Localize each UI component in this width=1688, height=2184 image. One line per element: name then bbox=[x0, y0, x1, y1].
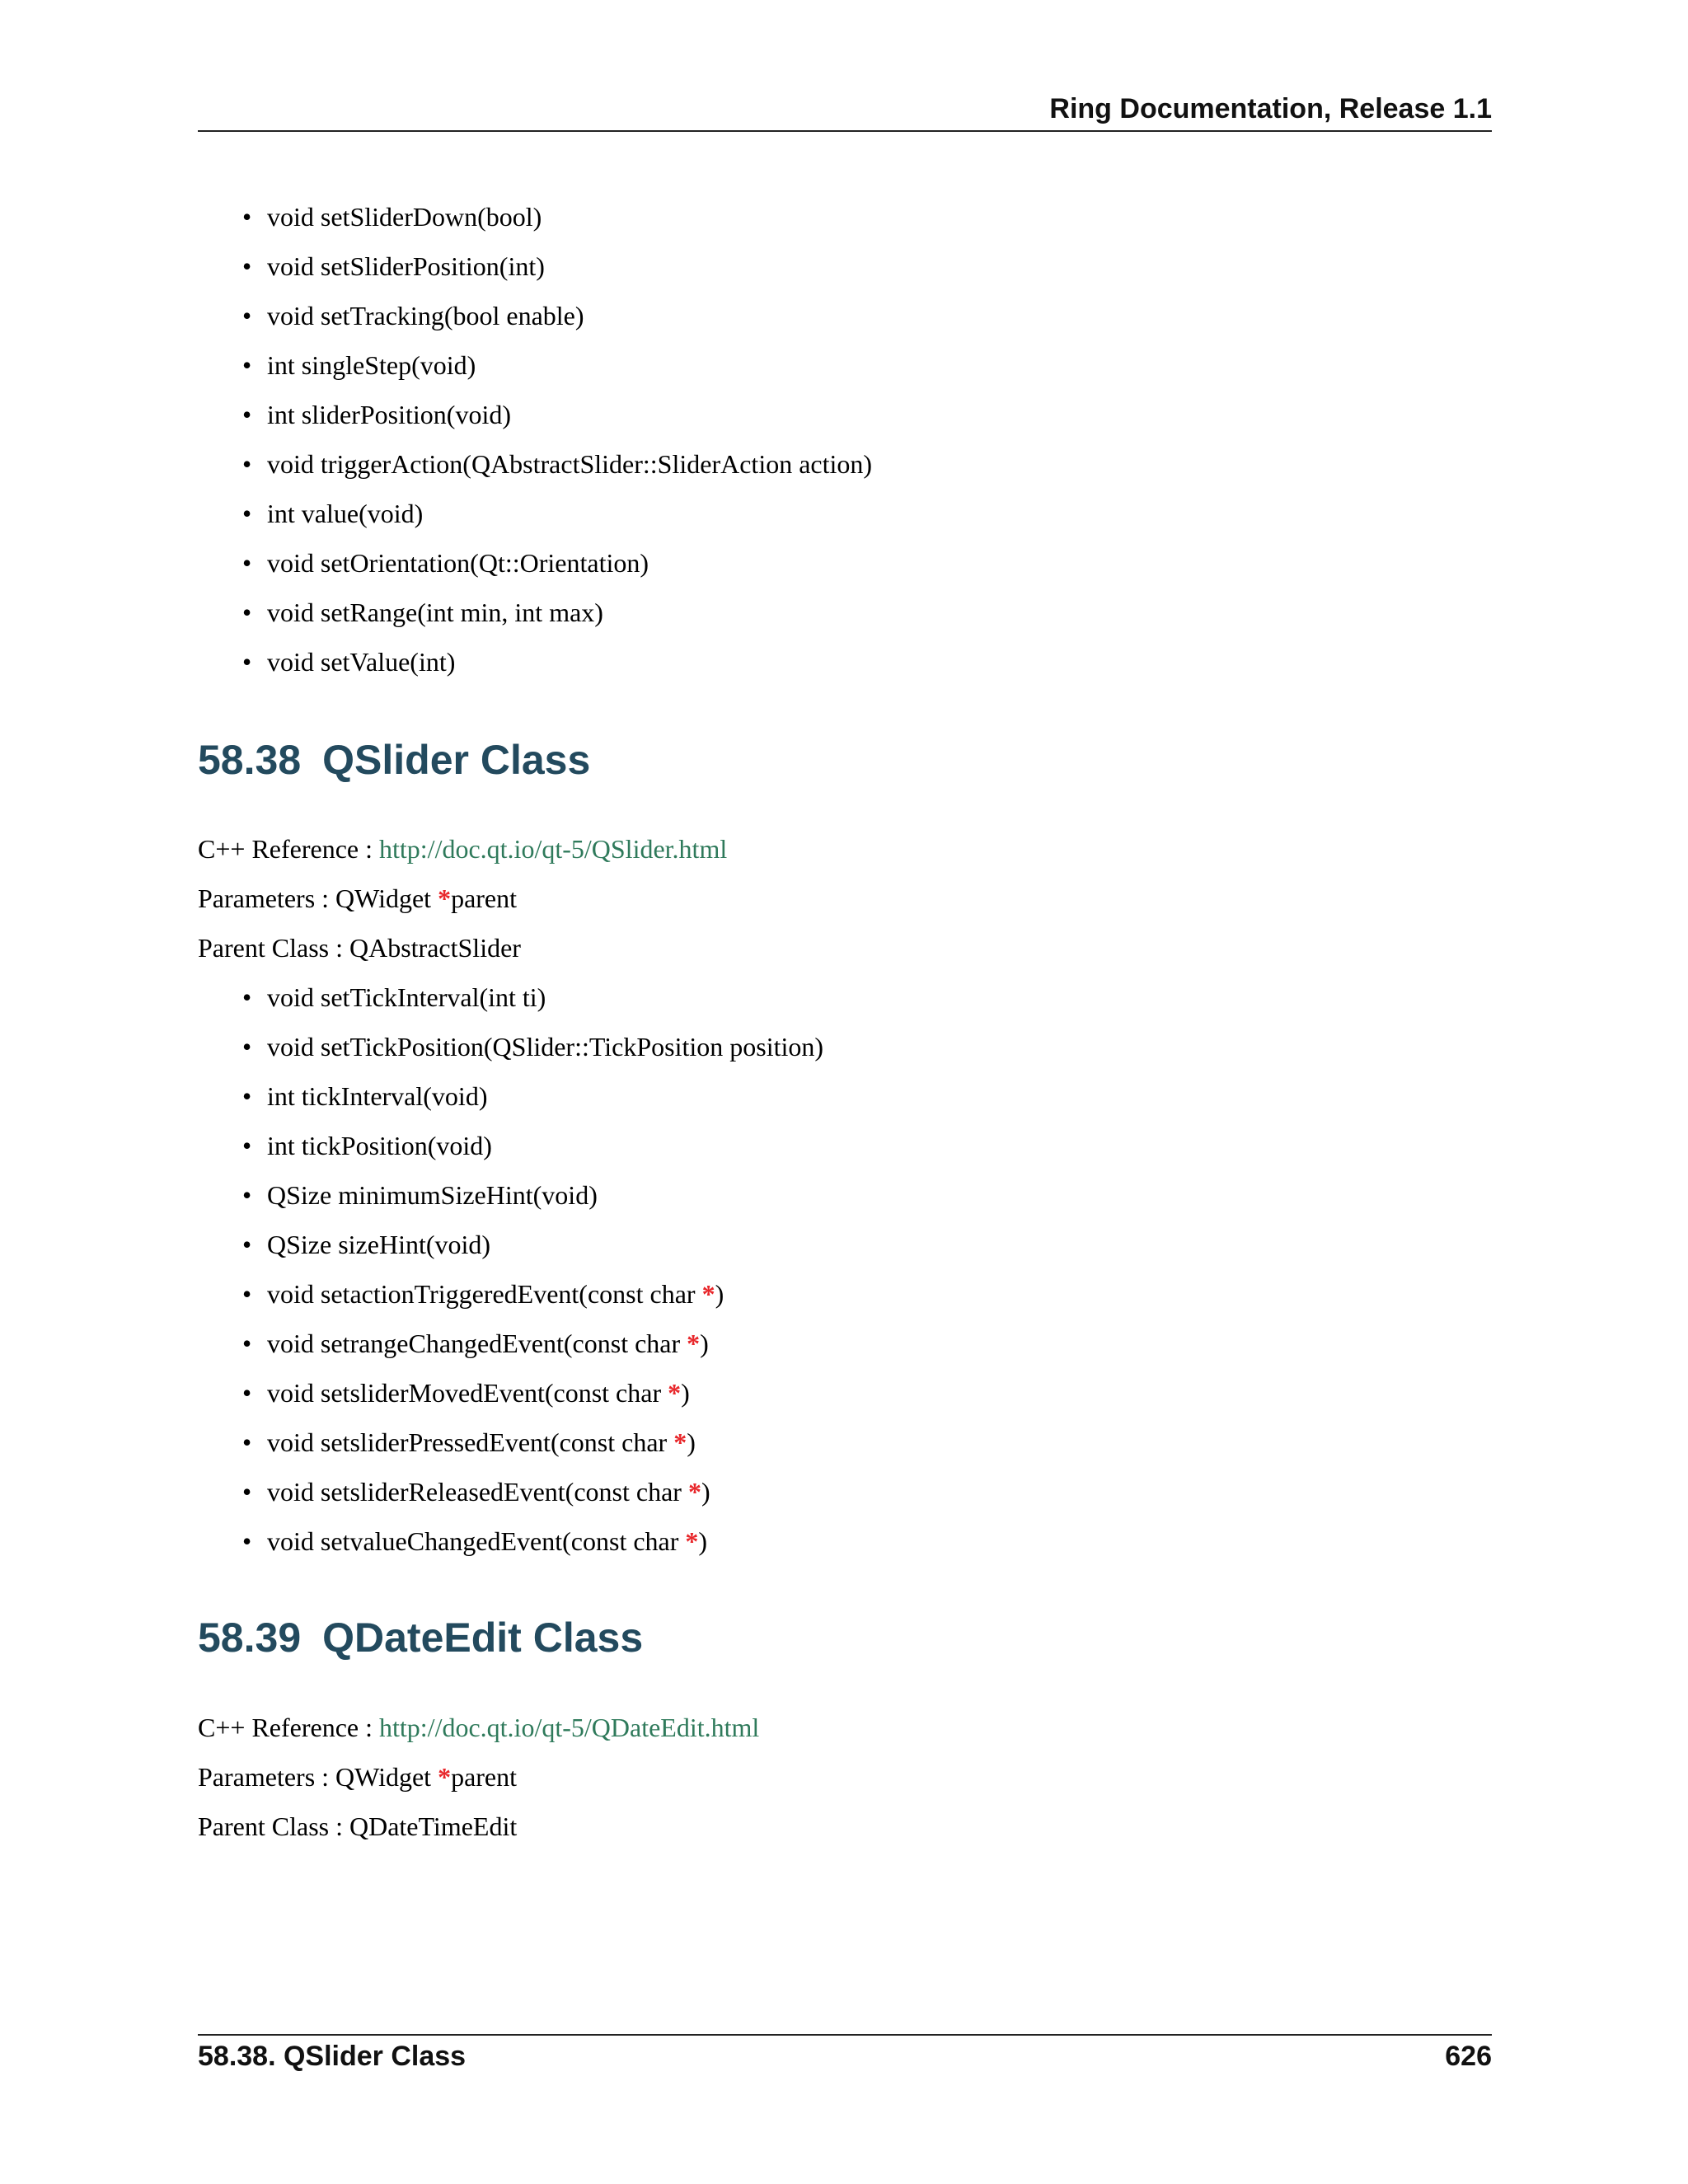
section-heading-qslider[interactable] bbox=[198, 736, 590, 784]
bullet-icon: • bbox=[242, 301, 252, 330]
section-number: 58.39 bbox=[198, 1615, 302, 1661]
list-item: • void setRange(int min, int max) bbox=[198, 588, 872, 637]
list-item: • void setOrientation(Qt::Orientation) bbox=[198, 538, 872, 588]
bullet-icon: • bbox=[242, 1526, 252, 1556]
bullet-icon: • bbox=[242, 1329, 252, 1358]
pointer-star: * bbox=[685, 1526, 699, 1556]
section-heading-qdateedit[interactable] bbox=[198, 1614, 643, 1661]
list-item: • int tickInterval(void) bbox=[198, 1071, 823, 1121]
list-item: • int value(void) bbox=[198, 489, 872, 538]
bullet-icon: • bbox=[242, 647, 252, 677]
bullet-icon: • bbox=[242, 598, 252, 627]
pointer-star: * bbox=[668, 1378, 682, 1408]
parent-class-line: Parent Class : QDateTimeEdit bbox=[198, 1811, 518, 1841]
bullet-icon: • bbox=[242, 548, 252, 578]
bullet-icon: • bbox=[242, 350, 252, 380]
method-list-qabstractslider bbox=[198, 192, 872, 687]
bullet-icon: • bbox=[242, 1230, 252, 1259]
footer-section-title: 58.38. QSlider Class bbox=[198, 2041, 467, 2072]
list-item: • void setsliderPressedEvent(const char *) bbox=[198, 1418, 823, 1467]
list-item: • QSize minimumSizeHint(void) bbox=[198, 1170, 823, 1220]
bullet-icon: • bbox=[242, 1131, 252, 1160]
section-title: QSlider Class bbox=[322, 737, 591, 783]
list-item: • void setTracking(bool enable) bbox=[198, 291, 872, 340]
list-item: • void setSliderDown(bool) bbox=[198, 192, 872, 241]
pointer-star: * bbox=[438, 1762, 452, 1792]
document-title: Ring Documentation, Release 1.1 bbox=[1049, 93, 1492, 124]
list-item: • void setsliderReleasedEvent(const char *) bbox=[198, 1467, 823, 1516]
pointer-star: * bbox=[673, 1427, 687, 1457]
bullet-icon: • bbox=[242, 1279, 252, 1309]
bullet-icon: • bbox=[242, 400, 252, 429]
pointer-star: * bbox=[701, 1279, 715, 1309]
list-item: • int sliderPosition(void) bbox=[198, 390, 872, 439]
bullet-icon: • bbox=[242, 982, 252, 1012]
list-item: • void setsliderMovedEvent(const char *) bbox=[198, 1368, 823, 1418]
cpp-reference-link[interactable]: http://doc.qt.io/qt-5/QDateEdit.html bbox=[379, 1713, 760, 1742]
bullet-icon: • bbox=[242, 1032, 252, 1062]
section-number: 58.38 bbox=[198, 737, 302, 783]
bullet-icon: • bbox=[242, 202, 252, 232]
method-list-qslider bbox=[198, 972, 823, 1566]
pointer-star: * bbox=[687, 1477, 701, 1507]
cpp-reference-line: C++ Reference : http://doc.qt.io/qt-5/QDateEdit.html bbox=[198, 1713, 760, 1742]
bullet-icon: • bbox=[242, 1081, 252, 1111]
cpp-reference-link[interactable]: http://doc.qt.io/qt-5/QSlider.html bbox=[379, 834, 728, 864]
bullet-icon: • bbox=[242, 1477, 252, 1507]
list-item: • void triggerAction(QAbstractSlider::SliderAction action) bbox=[198, 439, 872, 489]
page-footer bbox=[198, 2034, 1492, 2085]
bullet-icon: • bbox=[242, 1180, 252, 1210]
bullet-icon: • bbox=[242, 251, 252, 281]
list-item: • int tickPosition(void) bbox=[198, 1121, 823, 1170]
list-item: • int singleStep(void) bbox=[198, 340, 872, 390]
page-header bbox=[198, 91, 1492, 132]
list-item: • void setactionTriggeredEvent(const char *) bbox=[198, 1269, 823, 1319]
list-item: • QSize sizeHint(void) bbox=[198, 1220, 823, 1269]
parameters-line: Parameters : QWidget *parent bbox=[198, 883, 518, 913]
bullet-icon: • bbox=[242, 1427, 252, 1457]
pointer-star: * bbox=[687, 1329, 701, 1358]
bullet-icon: • bbox=[242, 1378, 252, 1408]
cpp-reference-line: C++ Reference : http://doc.qt.io/qt-5/QSlider.html bbox=[198, 834, 728, 864]
section-title: QDateEdit Class bbox=[322, 1615, 644, 1661]
pointer-star: * bbox=[438, 883, 452, 913]
parameters-line: Parameters : QWidget *parent bbox=[198, 1762, 518, 1792]
list-item: • void setvalueChangedEvent(const char *) bbox=[198, 1516, 823, 1566]
list-item: • void setValue(int) bbox=[198, 637, 872, 687]
parent-class-line: Parent Class : QAbstractSlider bbox=[198, 933, 521, 963]
list-item: • void setTickPosition(QSlider::TickPosition position) bbox=[198, 1022, 823, 1071]
bullet-icon: • bbox=[242, 449, 252, 479]
list-item: • void setSliderPosition(int) bbox=[198, 241, 872, 291]
page-number: 626 bbox=[1445, 2041, 1492, 2072]
list-item: • void setTickInterval(int ti) bbox=[198, 972, 823, 1022]
list-item: • void setrangeChangedEvent(const char *) bbox=[198, 1319, 823, 1368]
bullet-icon: • bbox=[242, 499, 252, 528]
